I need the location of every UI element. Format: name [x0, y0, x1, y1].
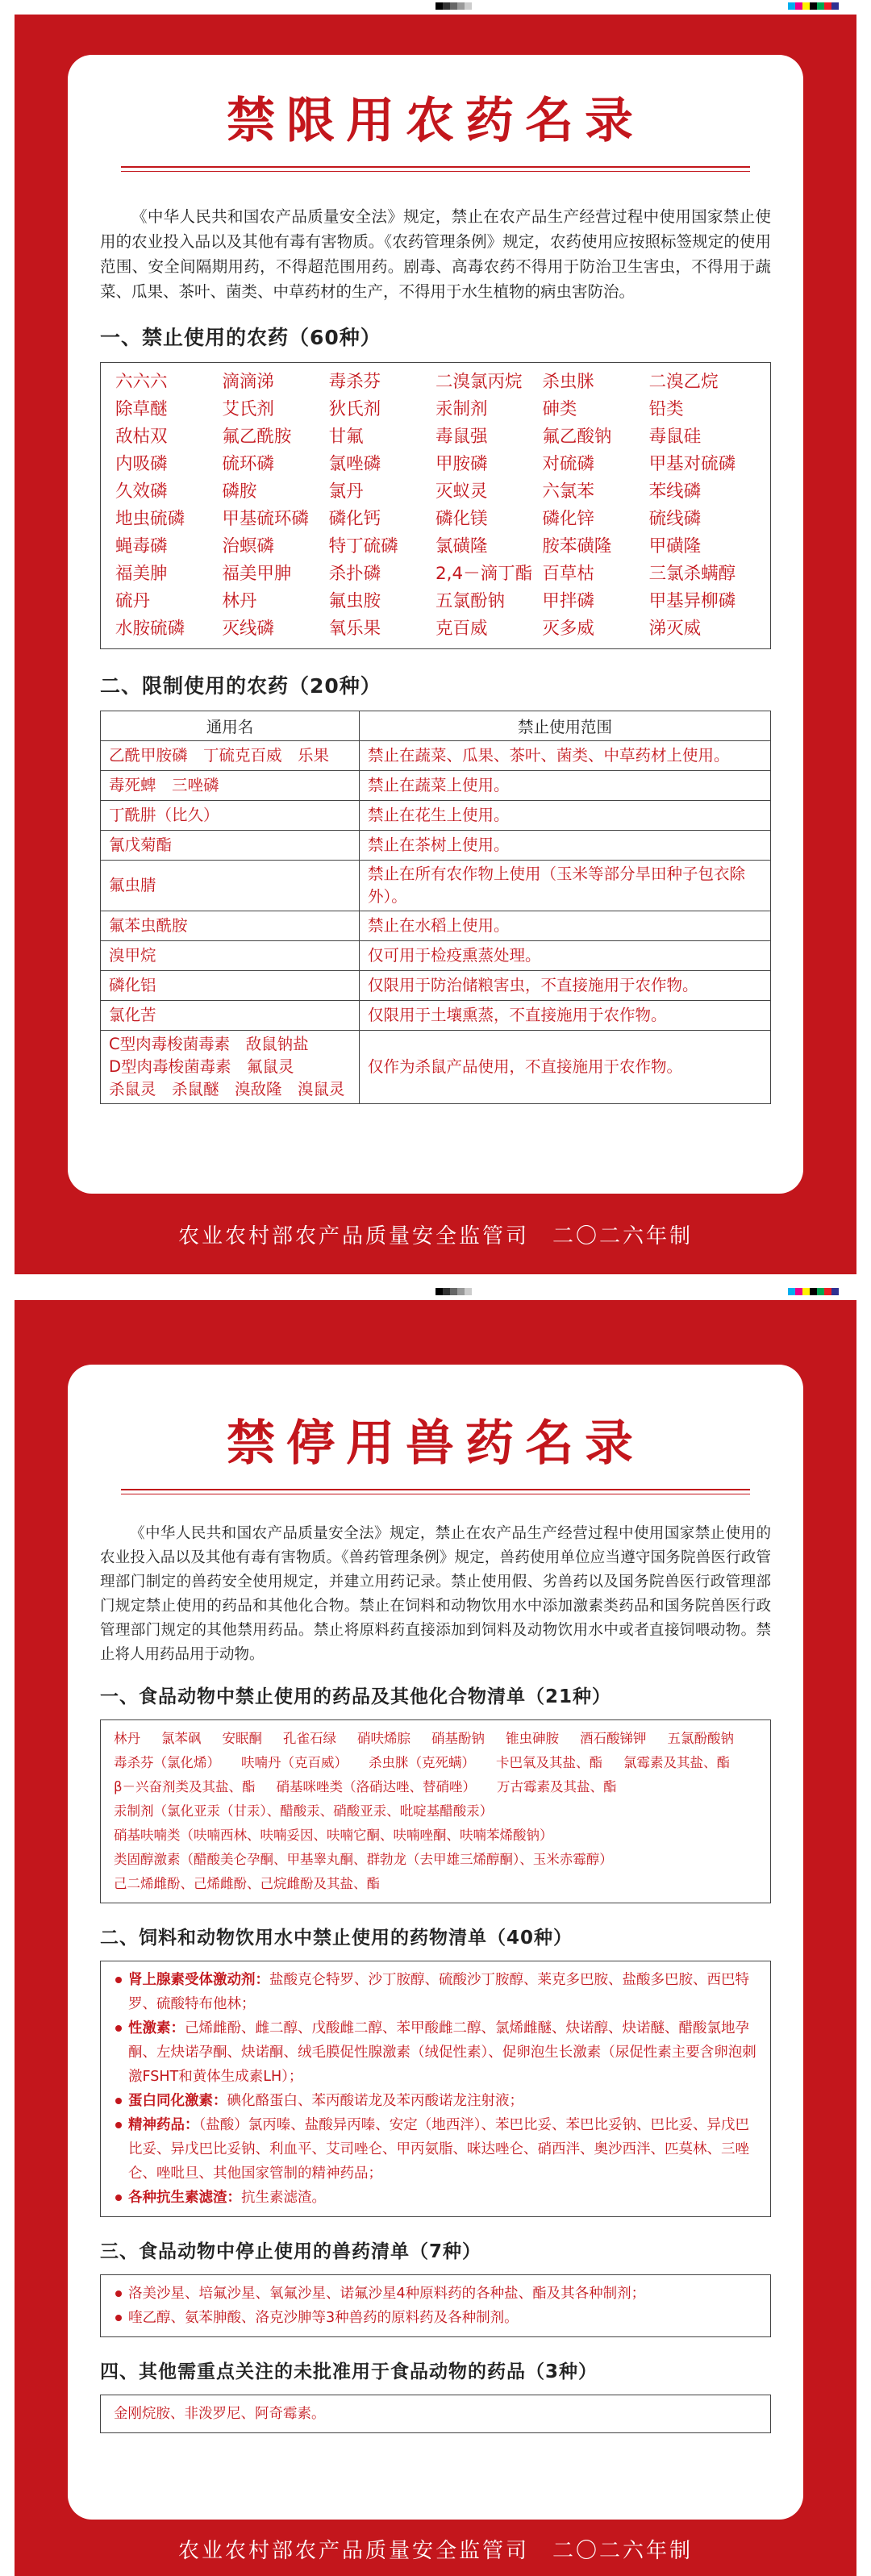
table-header-row: [101, 711, 771, 741]
vet-drug-item: 氯苯砜: [161, 1731, 202, 1746]
restricted-table-body: [101, 741, 771, 1104]
vet-drug-item: 酒石酸锑钾: [580, 1731, 647, 1746]
section-banned-vet-heading: 一、食品动物中禁止使用的药品及其他化合物清单（21种）: [100, 1686, 612, 1707]
page-title: 禁限用农药名录: [227, 93, 644, 149]
intro-paragraph: 《中华人民共和国农产品质量安全法》规定，禁止在农产品生产经营过程中使用国家禁止使用的农业投入品以及其他有毒有害物质。《农药管理条例》规定，农药使用应按照标签规定的使用范围、安全间隔期用药，不得超范围用药。剧毒、高毒农药不得用于防治卫生害虫，不得用于蔬菜、瓜果、茶叶、菌类、中草药材的生产，不得用于水生植物的病虫害防治。: [100, 207, 771, 301]
column-header-name: 通用名: [101, 711, 360, 741]
vet-drug-item: 锥虫砷胺: [506, 1731, 559, 1746]
banned-pesticide-item: 毒鼠强: [435, 427, 488, 447]
vet-drug-item: 五氯酚酸钠: [667, 1731, 734, 1746]
vet-drug-item: 毒杀芬（氯化烯）: [114, 1755, 220, 1770]
scope-cell: 禁止在花生上使用。: [360, 801, 771, 831]
banned-pesticide-item: 艾氏剂: [222, 399, 274, 419]
banned-pesticide-item: 杀扑磷: [328, 564, 381, 584]
banned-pesticide-item: 氟虫胺: [328, 591, 381, 611]
list-item: [114, 2186, 757, 2210]
pesticide-name-cell: 溴甲烷: [101, 941, 360, 971]
page-title: 禁停用兽药名录: [227, 1415, 644, 1472]
suspended-vet-list: [100, 2274, 771, 2337]
banned-pesticide-item: 克百威: [435, 619, 488, 639]
banned-pesticide-item: 毒鼠硅: [648, 427, 702, 447]
banned-pesticide-item: 敌枯双: [115, 427, 168, 447]
table-row: [101, 861, 771, 911]
banned-pesticide-item: 六六六: [115, 372, 168, 392]
table-row: [101, 1001, 771, 1031]
vet-drug-item: 孔雀石绿: [283, 1731, 336, 1746]
other-drug-list: [100, 2395, 771, 2433]
banned-pesticide-item: 福美甲胂: [222, 564, 292, 584]
banned-pesticide-item: 甲基对硫磷: [648, 454, 736, 474]
banned-pesticide-item: 特丁硫磷: [328, 536, 398, 556]
pesticide-name-cell: 氟苯虫酰胺: [101, 911, 360, 941]
vet-drug-item: 呋喃丹（克百威）: [241, 1755, 348, 1770]
banned-pesticide-item: 狄氏剂: [328, 399, 381, 419]
vet-drug-item: 林丹: [114, 1731, 140, 1746]
table-row: [101, 801, 771, 831]
content-card: [68, 55, 803, 1194]
banned-pesticide-item: 五氯酚钠: [435, 591, 505, 611]
banned-pesticide-item: 氯唑磷: [328, 454, 381, 474]
feed-banned-list: [100, 1961, 771, 2217]
pesticide-poster: [0, 0, 871, 1274]
banned-pesticide-item: 林丹: [222, 591, 257, 611]
pesticide-name-cell: C型肉毒梭菌毒素 敌鼠钠盐 D型肉毒梭菌毒素 氟鼠灵 杀鼠灵 杀鼠醚 溴敌隆 溴鼠灵: [101, 1031, 360, 1104]
vet-drug-item: 卡巴氧及其盐、酯: [496, 1755, 602, 1770]
table-row: [101, 941, 771, 971]
vet-drug-item: 硝基咪唑类（洛硝达唑、替硝唑）: [276, 1779, 477, 1794]
red-background: [15, 15, 856, 1274]
color-bar: [788, 1288, 839, 1295]
section-banned-heading: 一、禁止使用的农药（60种）: [100, 326, 381, 349]
banned-pesticide-item: 灭蚁灵: [435, 481, 488, 502]
list-item-text: 己烯雌酚、雌二醇、戊酸雌二醇、苯甲酸雌二醇、氯烯雌醚、炔诺醇、炔诺醚、醋酸氯地孕酮、左炔诺孕酮、炔诺酮、绒毛膜促性腺激素（绒促性素）、促卵泡生长激素（尿促性素主要含卵泡刺激FSHT和黄体生成素LH）；: [128, 2020, 756, 2085]
content-card: [68, 1365, 803, 2520]
table-row: [101, 911, 771, 941]
list-item: [114, 2089, 757, 2113]
vet-drug-item: 氯霉素及其盐、酯: [623, 1755, 730, 1770]
list-item-heading: 精神药品：: [128, 2117, 199, 2133]
red-background: [15, 1300, 856, 2576]
list-item-heading: 性激素：: [128, 2020, 185, 2036]
list-item-text: （盐酸）氯丙嗪、盐酸异丙嗪、安定（地西泮）、苯巴比妥、苯巴比妥钠、巴比妥、异戊巴比妥、异戊巴比妥钠、利血平、艾司唑仑、甲丙氨脂、咪达唑仑、硝西泮、奥沙西泮、匹莫林、三唑仑、唑吡旦、其他国家管制的精神药品；: [128, 2117, 749, 2182]
scope-cell: 禁止在水稻上使用。: [360, 911, 771, 941]
banned-pesticide-item: 蝇毒磷: [115, 536, 168, 556]
banned-pesticide-item: 氧乐果: [328, 619, 381, 639]
banned-pesticide-item: 杀虫脒: [542, 372, 594, 392]
banned-pesticide-item: 氟乙酸钠: [542, 427, 612, 447]
banned-pesticide-item: 磷化钙: [328, 509, 381, 529]
banned-pesticide-item: 氯磺隆: [435, 536, 488, 556]
banned-pesticide-item: 苯线磷: [648, 481, 702, 502]
banned-pesticide-item: 甲磺隆: [648, 536, 702, 556]
banned-pesticide-item: 硫环磷: [222, 454, 274, 474]
color-bar: [788, 2, 839, 10]
banned-pesticide-item: 二溴氯丙烷: [435, 372, 523, 392]
pesticide-name-cell: 氟虫腈: [101, 861, 360, 911]
pesticide-name-cell: 氯化苦: [101, 1001, 360, 1031]
restricted-table: [100, 711, 771, 1104]
gray-bar: [436, 1288, 472, 1295]
table-row: [101, 971, 771, 1001]
scope-cell: 禁止在蔬菜上使用。: [360, 771, 771, 801]
vet-drug-item: 万古霉素及其盐、酯: [497, 1779, 617, 1794]
print-marks: [0, 1286, 871, 1298]
scope-cell: 仅限用于防治储粮害虫，不直接施用于农作物。: [360, 971, 771, 1001]
banned-pesticide-item: 滴滴涕: [222, 372, 274, 392]
table-row: [101, 771, 771, 801]
vet-drug-item: 安眠酮: [222, 1731, 262, 1746]
banned-pesticide-item: 铅类: [648, 399, 684, 419]
intro-paragraph: 《中华人民共和国农产品质量安全法》规定，禁止在农产品生产经营过程中使用国家禁止使用的农业投入品以及其他有毒有害物质。《兽药管理条例》规定，兽药使用单位应当遵守国务院兽医行政管理部门制定的兽药安全使用规定，并建立用药记录。禁止使用假、劣兽药以及国务院兽医行政管理部门规定禁止使用的药品和其他化合物。禁止在饲料和动物饮用水中添加激素类药品和国务院兽医行政管理部门规定的其他禁用药品。禁止将原料药直接添加到饲料及动物饮用水中或者直接饲喂动物。禁止将人用药品用于动物。: [100, 1525, 771, 1663]
banned-pesticide-item: 治螟磷: [222, 536, 274, 556]
list-item: 洛美沙星、培氟沙星、氧氟沙星、诺氟沙星4种原料药的各种盐、酯及其各种制剂；: [114, 2282, 757, 2306]
table-row: [101, 1031, 771, 1104]
banned-pesticide-item: 水胺硫磷: [115, 619, 185, 639]
banned-pesticide-item: 百草枯: [542, 564, 594, 584]
column-header-scope: 禁止使用范围: [360, 711, 771, 741]
banned-pesticide-grid: [100, 362, 771, 649]
banned-pesticide-item: 毒杀芬: [328, 372, 381, 392]
scope-cell: 仅限用于土壤熏蒸，不直接施用于农作物。: [360, 1001, 771, 1031]
scope-cell: 仅可用于检疫熏蒸处理。: [360, 941, 771, 971]
banned-pesticide-item: 二溴乙烷: [648, 372, 719, 392]
vet-drug-item: 杀虫脒（克死螨）: [369, 1755, 475, 1770]
list-item-heading: 各种抗生素滤渣：: [128, 2190, 241, 2206]
footer-issuer: 农业农村部农产品质量安全监管司 二〇二六年制: [177, 2539, 693, 2563]
banned-pesticide-item: 三氯杀螨醇: [648, 564, 736, 584]
scope-cell: 仅作为杀鼠产品使用，不直接施用于农作物。: [360, 1031, 771, 1104]
pesticide-name-cell: 氰戊菊酯: [101, 831, 360, 861]
banned-pesticide-item: 磷胺: [222, 481, 257, 502]
banned-pesticide-item: 六氯苯: [542, 481, 594, 502]
vet-drug-item: 类固醇激素（醋酸美仑孕酮、甲基睾丸酮、群勃龙（去甲雄三烯醇酮）、玉米赤霉醇）: [114, 1852, 613, 1867]
banned-pesticide-item: 福美胂: [115, 564, 168, 584]
vet-drug-item: β－兴奋剂类及其盐、酯: [114, 1779, 256, 1794]
other-drug-text: 金刚烷胺、非泼罗尼、阿奇霉素。: [114, 2406, 326, 2422]
list-item: 喹乙醇、氨苯胂酸、洛克沙胂等3种兽药的原料药及各种制剂。: [114, 2306, 757, 2330]
vet-drug-item: 汞制剂（氯化亚汞（甘汞）、醋酸汞、硝酸亚汞、吡啶基醋酸汞）: [114, 1803, 494, 1819]
section-feed-heading: 二、饲料和动物饮用水中禁止使用的药物清单（40种）: [100, 1928, 573, 1949]
banned-pesticide-item: 氯丹: [328, 481, 364, 502]
pesticide-name-cell: 乙酰甲胺磷 丁硫克百威 乐果: [101, 741, 360, 771]
pesticide-name-cell: 毒死蜱 三唑磷: [101, 771, 360, 801]
section-other-heading: 四、其他需重点关注的未批准用于食品动物的药品（3种）: [100, 2361, 598, 2382]
list-item-heading: 蛋白同化激素：: [128, 2093, 227, 2109]
scope-cell: 禁止在蔬菜、瓜果、茶叶、菌类、中草药材上使用。: [360, 741, 771, 771]
title-rule: [121, 1489, 750, 1490]
banned-pesticide-item: 汞制剂: [435, 399, 488, 419]
list-item: [114, 1968, 757, 2016]
banned-pesticide-item: 灭线磷: [222, 619, 274, 639]
banned-pesticide-item: 久效磷: [115, 481, 168, 502]
banned-pesticide-item: 磷化锌: [542, 509, 594, 529]
veterinary-poster: [0, 1286, 871, 2576]
banned-pesticide-item: 甲基硫环磷: [222, 509, 309, 529]
banned-pesticide-item: 甲基异柳磷: [648, 591, 736, 611]
list-item-heading: 肾上腺素受体激动剂：: [128, 1972, 269, 1988]
scope-cell: 禁止在茶树上使用。: [360, 831, 771, 861]
banned-pesticide-item: 2,4－滴丁酯: [435, 564, 533, 584]
banned-pesticide-item: 涕灭威: [648, 619, 702, 639]
list-item-text: 盐酸克仑特罗、沙丁胺醇、硫酸沙丁胺醇、莱克多巴胺、盐酸多巴胺、西巴特罗、硫酸特布他林；: [128, 1972, 749, 2012]
vet-drug-item: 硝基酚钠: [431, 1731, 485, 1746]
banned-pesticide-item: 硫丹: [115, 591, 151, 611]
footer-issuer: 农业农村部农产品质量安全监管司 二〇二六年制: [177, 1224, 693, 1248]
banned-pesticide-item: 甘氟: [328, 427, 364, 447]
list-item-text: 抗生素滤渣。: [241, 2190, 326, 2206]
banned-pesticide-item: 灭多威: [542, 619, 594, 639]
vet-drug-item: 己二烯雌酚、己烯雌酚、己烷雌酚及其盐、酯: [114, 1876, 380, 1891]
pesticide-name-cell: 丁酰肼（比久）: [101, 801, 360, 831]
section-suspended-heading: 三、食品动物中停止使用的兽药清单（7种）: [100, 2241, 482, 2262]
banned-pesticide-item: 硫线磷: [648, 509, 702, 529]
list-item: [114, 2113, 757, 2186]
list-item-text: 碘化酪蛋白、苯丙酸诺龙及苯丙酸诺龙注射液；: [227, 2093, 523, 2109]
vet-drug-item: 硝呋烯腙: [357, 1731, 410, 1746]
banned-pesticide-item: 砷类: [542, 399, 577, 419]
title-rule-thin: [121, 171, 750, 172]
table-row: [101, 741, 771, 771]
banned-pesticide-item: 甲拌磷: [542, 591, 594, 611]
banned-pesticide-item: 除草醚: [115, 399, 168, 419]
banned-pesticide-item: 磷化镁: [435, 509, 488, 529]
section-restricted-heading: 二、限制使用的农药（20种）: [100, 674, 381, 698]
banned-pesticide-item: 甲胺磷: [435, 454, 488, 474]
banned-pesticide-item: 内吸磷: [115, 454, 168, 474]
banned-pesticide-item: 对硫磷: [542, 454, 594, 474]
title-rule: [121, 166, 750, 168]
banned-pesticide-item: 胺苯磺隆: [542, 536, 612, 556]
banned-vet-drug-list: [100, 1719, 771, 1903]
scope-cell: 禁止在所有农作物上使用（玉米等部分旱田种子包衣除外）。: [360, 861, 771, 911]
table-row: [101, 831, 771, 861]
banned-pesticide-item: 氟乙酰胺: [222, 427, 292, 447]
pesticide-name-cell: 磷化铝: [101, 971, 360, 1001]
print-marks: [0, 0, 871, 13]
banned-pesticide-item: 地虫硫磷: [115, 509, 185, 529]
list-item: [114, 2016, 757, 2089]
gray-bar: [436, 2, 472, 10]
vet-drug-item: 硝基呋喃类（呋喃西林、呋喃妥因、呋喃它酮、呋喃唑酮、呋喃苯烯酸钠）: [114, 1828, 553, 1843]
